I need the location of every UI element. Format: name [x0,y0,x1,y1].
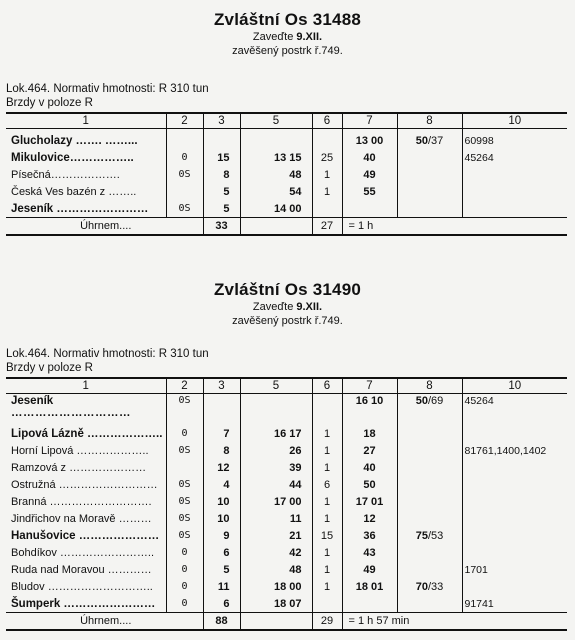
stop-duration-cell: 1 [312,442,342,459]
station-name: Písečná………………. [11,168,120,181]
locomotive-info: Lok.464. Normativ hmotnosti: R 310 tun [6,348,209,360]
timetable-row [6,200,567,218]
stop-duration-cell: 15 [312,527,342,544]
departure-time-cell: 27 [342,442,397,459]
travel-time-cell: 5 [203,561,240,578]
departure-time-cell: 50 [342,476,397,493]
travel-time-cell: 10 [203,510,240,527]
timetable-row [6,183,567,200]
timetable-row [6,544,567,561]
station-name: Jindřichov na Moravě ……… [11,512,152,525]
stop-code-cell: 0S [166,442,203,459]
departure-time-cell: 55 [342,183,397,200]
speed-value: 70 [415,580,428,593]
speed-cell [397,578,462,595]
departure-time-cell: 40 [342,149,397,166]
timetable-row [6,442,567,459]
station-cell [6,394,166,426]
station-cell [6,183,166,200]
timetable-row [6,510,567,527]
departure-time-cell [342,595,397,613]
train-title: Zvláštní Os 31490 [213,280,362,299]
departure-time-cell: 17 01 [342,493,397,510]
timetable-row [6,527,567,544]
train-meta [6,347,209,375]
travel-time-cell: 15 [203,149,240,166]
valid-date-prefix: Zaveďte [252,301,297,313]
stop-duration-cell: 1 [312,544,342,561]
speed-cell [397,183,462,200]
station-name: Horní Lipová ……………….. [11,444,149,457]
arrival-time-cell: 42 [240,544,312,561]
total-empty-cell [240,218,312,236]
speed-cell [397,493,462,510]
pusher-note: zavěšený postrk ř.749. [232,315,343,327]
column-header-6: 6 [312,113,342,129]
column-header-5: 5 [240,378,312,394]
stop-code-cell [166,129,203,150]
total-row [6,613,567,631]
station-name: Lipová Lázně ……………….. [11,427,163,440]
stop-duration-cell: 6 [312,476,342,493]
speed-value: 50 [415,134,428,147]
column-header-7: 7 [342,113,397,129]
arrival-time-cell: 16 17 [240,425,312,442]
speed-fraction: /33 [427,580,444,593]
stop-code-cell: 0S [166,476,203,493]
stop-duration-cell: 1 [312,493,342,510]
station-name: Bohdíkov …………………….. [11,546,155,559]
note-cell [462,527,567,544]
travel-time-cell: 7 [203,425,240,442]
note-cell [462,459,567,476]
total-travel-time: 33 [203,218,240,236]
stop-code-cell [166,183,203,200]
stop-duration-cell: 1 [312,459,342,476]
departure-time-cell: 49 [342,561,397,578]
stop-code-cell: 0 [166,578,203,595]
timetable-block-2-header [0,280,575,328]
table-header-row [6,113,567,129]
stop-duration-cell [312,200,342,218]
travel-time-cell: 8 [203,442,240,459]
timetable-row [6,149,567,166]
column-header-1: 1 [6,113,166,129]
total-stop-time: 29 [312,613,342,631]
total-stop-time: 27 [312,218,342,236]
note-cell: 1701 [462,561,567,578]
travel-time-cell: 9 [203,527,240,544]
station-name: Branná ………………………. [11,495,152,508]
timetable-row [6,493,567,510]
departure-time-cell: 40 [342,459,397,476]
timetable-block-1-header [0,10,575,58]
timetable-row [6,595,567,613]
column-header-8: 8 [397,378,462,394]
speed-cell [397,561,462,578]
station-cell [6,595,166,613]
speed-cell [397,459,462,476]
valid-date-prefix: Zaveďte [252,31,297,43]
stop-code-cell: 0 [166,544,203,561]
station-name: Hanušovice ………………… [11,529,160,542]
note-cell [462,200,567,218]
note-cell [462,476,567,493]
arrival-time-cell [240,394,312,426]
stop-duration-cell: 1 [312,561,342,578]
station-name: Jeseník [11,395,54,407]
station-name: Mikulovice…………….. [11,151,134,164]
stop-code-cell: 0 [166,595,203,613]
speed-cell [397,510,462,527]
speed-cell [397,425,462,442]
speed-cell [397,476,462,493]
arrival-time-cell: 44 [240,476,312,493]
train-meta [6,82,209,110]
stop-code-cell: 0S [166,527,203,544]
column-header-5: 5 [240,113,312,129]
departure-time-cell: 18 [342,425,397,442]
speed-fraction: /69 [427,395,444,407]
stop-code-cell: 0 [166,149,203,166]
station-cell [6,544,166,561]
stop-code-cell: 0S [166,510,203,527]
stop-duration-cell: 25 [312,149,342,166]
speed-fraction: /37 [427,134,444,147]
speed-cell [397,544,462,561]
total-label: Úhrnem.... [6,218,203,236]
arrival-time-cell: 26 [240,442,312,459]
column-header-6: 6 [312,378,342,394]
station-name: Jeseník …………………… [11,202,149,215]
note-cell [462,493,567,510]
timetable-row [6,129,567,150]
speed-cell [397,200,462,218]
travel-time-cell: 4 [203,476,240,493]
valid-date: 9.XII. [296,31,323,43]
stop-duration-cell [312,394,342,426]
travel-time-cell: 6 [203,595,240,613]
stop-duration-cell: 1 [312,166,342,183]
pusher-note: zavěšený postrk ř.749. [232,45,343,57]
departure-time-cell: 36 [342,527,397,544]
stop-code-cell: 0 [166,425,203,442]
column-header-10: 10 [462,378,567,394]
note-cell: 45264 [462,394,567,426]
speed-cell [397,527,462,544]
timetable-table [6,377,567,631]
station-name: Glucholazy ……. ……... [11,134,138,147]
station-cell [6,442,166,459]
arrival-time-cell: 13 15 [240,149,312,166]
valid-date-line [0,300,575,314]
column-header-3: 3 [203,378,240,394]
stop-duration-cell: 1 [312,183,342,200]
travel-time-cell: 5 [203,200,240,218]
station-cell [6,510,166,527]
arrival-time-cell [240,129,312,150]
valid-date: 9.XII. [296,301,323,313]
departure-time-cell: 13 00 [342,129,397,150]
station-cell [6,459,166,476]
timetable-row [6,394,567,426]
brake-info: Brzdy v poloze R [6,362,93,374]
departure-time-cell: 12 [342,510,397,527]
speed-cell [397,149,462,166]
station-name: Šumperk …………………… [11,597,156,610]
stop-code-cell: 0S [166,394,203,426]
note-cell [462,544,567,561]
arrival-time-cell: 48 [240,166,312,183]
arrival-time-cell: 21 [240,527,312,544]
total-row [6,218,567,236]
travel-time-cell [203,394,240,426]
travel-time-cell: 8 [203,166,240,183]
stop-code-cell: 0 [166,561,203,578]
station-name: Ostružná ……………………… [11,478,158,491]
note-cell [462,510,567,527]
stop-code-cell: 0S [166,200,203,218]
column-header-7: 7 [342,378,397,394]
station-cell [6,561,166,578]
locomotive-info: Lok.464. Normativ hmotnosti: R 310 tun [6,83,209,95]
station-cell [6,425,166,442]
departure-time-cell [342,200,397,218]
note-cell [462,425,567,442]
total-duration: = 1 h [342,218,567,236]
column-header-10: 10 [462,113,567,129]
note-cell: 45264 [462,149,567,166]
station-name: Česká Ves bazén z …….. [11,185,137,198]
note-cell: 60998 [462,129,567,150]
column-header-3: 3 [203,113,240,129]
station-name: Ruda nad Moravou ………… [11,563,152,576]
stop-code-cell: 0S [166,166,203,183]
column-header-1: 1 [6,378,166,394]
station-cell [6,200,166,218]
travel-time-cell: 6 [203,544,240,561]
station-cell [6,166,166,183]
stop-code-cell [166,459,203,476]
total-label: Úhrnem.... [6,613,203,631]
timetable-row [6,459,567,476]
stop-code-cell: 0S [166,493,203,510]
table-header-row [6,378,567,394]
timetable-row [6,476,567,493]
station-dots: ………………………… [11,407,131,419]
station-name: Bludov ……………………….. [11,580,153,593]
station-cell [6,476,166,493]
stop-duration-cell: 1 [312,510,342,527]
arrival-time-cell: 54 [240,183,312,200]
speed-fraction: /53 [427,529,444,542]
departure-time-cell: 16 10 [342,394,397,426]
brake-info: Brzdy v poloze R [6,97,93,109]
stop-duration-cell: 1 [312,578,342,595]
speed-cell [397,129,462,150]
note-cell: 91741 [462,595,567,613]
note-cell [462,183,567,200]
speed-cell [397,394,462,426]
stop-duration-cell [312,129,342,150]
arrival-time-cell: 11 [240,510,312,527]
note-cell: 81761,1400,1402 [462,442,567,459]
column-header-2: 2 [166,378,203,394]
station-cell [6,493,166,510]
travel-time-cell: 5 [203,183,240,200]
total-duration: = 1 h 57 min [342,613,567,631]
speed-cell [397,442,462,459]
arrival-time-cell: 18 07 [240,595,312,613]
timetable-row [6,578,567,595]
station-cell [6,578,166,595]
departure-time-cell: 18 01 [342,578,397,595]
station-cell [6,149,166,166]
timetable-row [6,425,567,442]
stop-duration-cell: 1 [312,425,342,442]
timetable-row [6,166,567,183]
total-travel-time: 88 [203,613,240,631]
arrival-time-cell: 14 00 [240,200,312,218]
arrival-time-cell: 48 [240,561,312,578]
speed-cell [397,595,462,613]
station-cell [6,527,166,544]
arrival-time-cell: 17 00 [240,493,312,510]
travel-time-cell [203,129,240,150]
train-title: Zvláštní Os 31488 [213,10,362,29]
note-cell [462,578,567,595]
column-header-8: 8 [397,113,462,129]
station-cell [6,129,166,150]
speed-value: 50 [415,395,428,407]
timetable-row [6,561,567,578]
station-name: Ramzová z ………………… [11,461,147,474]
departure-time-cell: 43 [342,544,397,561]
stop-duration-cell [312,595,342,613]
column-header-2: 2 [166,113,203,129]
travel-time-cell: 12 [203,459,240,476]
travel-time-cell: 11 [203,578,240,595]
departure-time-cell: 49 [342,166,397,183]
speed-cell [397,166,462,183]
speed-value: 75 [415,529,428,542]
arrival-time-cell: 18 00 [240,578,312,595]
total-empty-cell [240,613,312,631]
arrival-time-cell: 39 [240,459,312,476]
valid-date-line [0,30,575,44]
travel-time-cell: 10 [203,493,240,510]
note-cell [462,166,567,183]
timetable-table [6,112,567,236]
